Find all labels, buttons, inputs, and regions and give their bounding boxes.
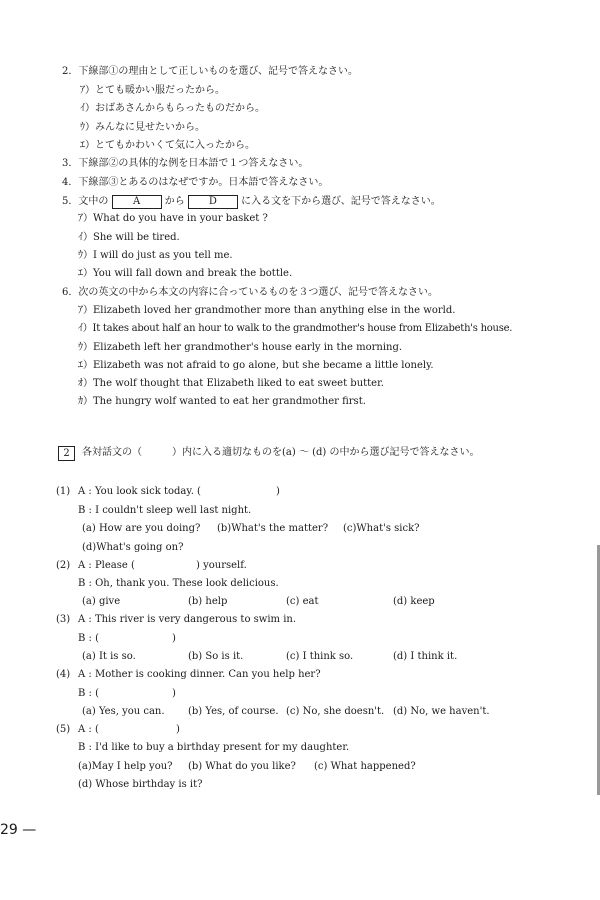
speaker-a-line: A : This river is very dangerous to swim in.	[78, 614, 297, 625]
option-c: (c) No, she doesn't.	[286, 706, 385, 717]
q2-choice-b: ｲ）おばあさんからもらったものだから。	[80, 103, 265, 114]
question-6-stem: 6．次の英文の中から本文の内容に合っているものを３つ選び、記号で答えなさい。	[62, 287, 438, 298]
blank-close: ) yourself.	[196, 560, 247, 571]
question-3-stem: 3．下線部②の具体的な例を日本語で１つ答えなさい。	[62, 158, 309, 169]
q5-choice-a: ｱ）What do you have in your basket ?	[78, 213, 268, 224]
q6-choice-f: ｶ）The hungry wolf wanted to eat her grandmother first.	[78, 396, 366, 407]
option-a: (a)May I help you?	[78, 761, 173, 772]
q5-stem-mid: から	[164, 196, 185, 207]
speaker-b-line: B : (	[78, 688, 99, 699]
dialogue-number: (2)	[56, 560, 71, 571]
q2-choice-a: ｱ）とても暖かい服だったから。	[80, 85, 225, 96]
option-a: (a) It is so.	[82, 651, 136, 662]
blank-close: )	[172, 688, 176, 699]
blank-close: )	[172, 633, 176, 644]
option-c: (c) What happened?	[314, 761, 416, 772]
speaker-b-line: B : (	[78, 633, 99, 644]
option-a: (a) Yes, you can.	[82, 706, 165, 717]
dialogue-number: (5)	[56, 724, 71, 735]
option-b: (b) help	[188, 596, 228, 607]
option-c: (c) I think so.	[286, 651, 354, 662]
q5-choice-c: ｳ）I will do just as you tell me.	[78, 250, 233, 261]
option-a: (a) give	[82, 596, 121, 607]
q6-choice-a: ｱ）Elizabeth loved her grandmother more than anything else in the world.	[78, 305, 456, 316]
option-c: (c)What's sick?	[343, 523, 420, 534]
q5-choice-d: ｴ）You will fall down and break the bottle.	[78, 268, 293, 279]
option-d: (d) No, we haven't.	[393, 706, 490, 717]
q5-stem-pre: 5．文中の	[62, 196, 109, 207]
dialogue-number: (4)	[56, 669, 71, 680]
speaker-b-line: B : Oh, thank you. These look delicious.	[78, 578, 279, 589]
blank-close: )	[276, 486, 280, 497]
option-d: (d) I think it.	[393, 651, 458, 662]
dialogue-number: (1)	[56, 486, 71, 497]
answer-box-a: A	[112, 195, 162, 209]
blank-close: )	[176, 724, 180, 735]
speaker-b-line: B : I couldn't sleep well last night.	[78, 505, 252, 516]
q6-choice-e: ｵ）The wolf thought that Elizabeth liked to eat sweet butter.	[78, 378, 384, 389]
dialogue-number: (3)	[56, 614, 71, 625]
question-4-stem: 4．下線部③とあるのはなぜですか。日本語で答えなさい。	[62, 177, 329, 188]
speaker-a-line: A : Mother is cooking dinner. Can you help her?	[78, 669, 321, 680]
q6-choice-b: ｲ）It takes about half an hour to walk to the grandmother's house from Elizabeth's house.	[78, 323, 513, 334]
section-2-heading: 各対話文の（ ）内に入る適切なものを(a) 〜 (d) の中から選び記号で答えなさい。	[82, 447, 480, 458]
q5-stem-post: に入る文を下から選び、記号で答えなさい。	[241, 196, 441, 207]
answer-box-d: D	[188, 195, 238, 209]
option-b: (b) What do you like?	[188, 761, 296, 772]
question-2-stem: 2．下線部①の理由として正しいものを選び、記号で答えなさい。	[62, 66, 358, 77]
option-d: (d) keep	[393, 596, 435, 607]
q6-choice-c: ｳ）Elizabeth left her grandmother's house early in the morning.	[78, 342, 403, 353]
option-a: (a) How are you doing?	[82, 523, 201, 534]
option-d: (d)What's going on?	[82, 542, 184, 553]
option-b: (b)What's the matter?	[217, 523, 329, 534]
speaker-a-line: A : Please (	[78, 560, 135, 571]
option-b: (b) So is it.	[188, 651, 244, 662]
option-d: (d) Whose birthday is it?	[78, 779, 203, 790]
option-c: (c) eat	[286, 596, 319, 607]
page-number: 29 —	[0, 822, 37, 838]
speaker-a-line: A : (	[78, 724, 99, 735]
q6-choice-d: ｴ）Elizabeth was not afraid to go alone, but she became a little lonely.	[78, 360, 434, 371]
option-b: (b) Yes, of course.	[188, 706, 279, 717]
q5-choice-b: ｲ）She will be tired.	[78, 232, 180, 243]
question-5-stem	[62, 195, 441, 209]
speaker-b-line: B : I'd like to buy a birthday present for my daughter.	[78, 742, 350, 753]
speaker-a-line: A : You look sick today. (	[78, 486, 201, 497]
q2-choice-d: ｴ）とてもかわいくて気に入ったから。	[80, 140, 255, 151]
section-number: 2	[58, 446, 75, 461]
q2-choice-c: ｳ）みんなに見せたいから。	[80, 122, 205, 133]
